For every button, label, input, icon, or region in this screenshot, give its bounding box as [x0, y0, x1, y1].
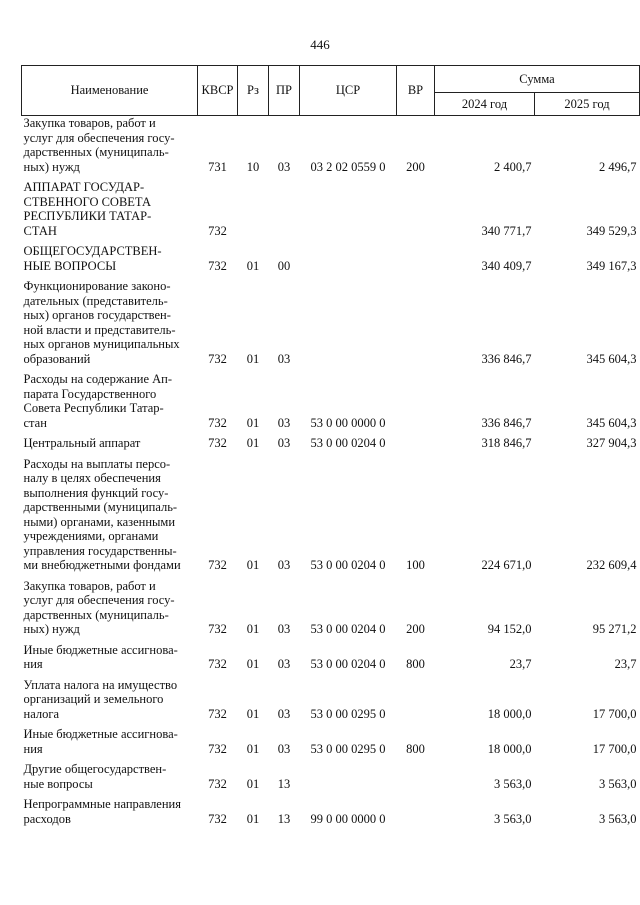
- row-sum-2025: 349 529,3: [586, 223, 637, 238]
- row-sum-2025: 3 563,0: [599, 776, 637, 791]
- row-sum-2025: 345 604,3: [586, 415, 637, 430]
- row-name: [22, 797, 198, 832]
- table-row: [22, 797, 640, 832]
- row-name-line: ных органов муниципальных: [23, 337, 180, 351]
- row-vr: [397, 244, 435, 279]
- row-sum-2024: 2 400,7: [494, 159, 532, 174]
- row-name-line: ОБЩЕГОСУДАРСТВЕН-: [23, 244, 162, 258]
- row-kvsr: 732: [208, 415, 227, 430]
- row-name-line: ные вопросы: [23, 776, 93, 791]
- row-kvsr: 732: [208, 558, 227, 572]
- row-kvsr: 732: [208, 706, 227, 721]
- row-name-line: СТАН: [23, 223, 57, 238]
- row-rz: 01: [246, 558, 260, 572]
- row-pr: 13: [277, 776, 291, 791]
- header-vr: ВР: [397, 66, 435, 116]
- row-rz: 01: [246, 776, 260, 791]
- header-rz: Рз: [238, 66, 269, 116]
- table-body: [22, 116, 640, 833]
- row-sum-2025: 17 700,0: [592, 706, 637, 721]
- row-name-line: Уплата налога на имущество: [23, 677, 178, 692]
- row-rz: 01: [246, 415, 260, 430]
- row-name-line: ных) органов государствен-: [23, 308, 171, 322]
- row-sum-2024: 3 563,0: [494, 811, 532, 826]
- row-name-line: Иные бюджетные ассигнова-: [23, 727, 178, 741]
- row-kvsr: 732: [208, 351, 227, 366]
- row-vr: [397, 372, 435, 436]
- row-sum-2025: 17 700,0: [592, 741, 637, 756]
- row-rz: 01: [246, 351, 260, 366]
- row-rz: [238, 180, 269, 244]
- row-rz: 01: [246, 436, 260, 450]
- row-kvsr: 732: [208, 436, 227, 450]
- table-row: [22, 579, 640, 643]
- row-vr: 800: [406, 657, 425, 671]
- row-sum-2024: 340 409,7: [481, 258, 532, 273]
- row-name-line: услуг для обеспечения госу-: [23, 593, 175, 607]
- row-name-line: Закупка товаров, работ и: [23, 578, 156, 593]
- row-vr: 800: [406, 741, 425, 756]
- row-csr: [300, 279, 397, 372]
- row-name-line: АППАРАТ ГОСУДАР-: [23, 180, 145, 194]
- row-sum-2024: 336 846,7: [481, 351, 532, 366]
- row-rz: 01: [246, 258, 260, 273]
- row-name-line: РЕСПУБЛИКИ ТАТАР-: [23, 209, 152, 223]
- row-sum-2025: 345 604,3: [586, 351, 637, 366]
- row-name-line: организаций и земельного: [23, 692, 164, 706]
- row-name-line: дарственными (муниципаль-: [23, 500, 178, 514]
- row-kvsr: 732: [208, 657, 227, 671]
- header-year-2024: 2024 год: [435, 93, 535, 116]
- row-sum-2024: 18 000,0: [487, 741, 532, 756]
- row-name-line: образований: [23, 351, 91, 366]
- row-name: [22, 372, 198, 436]
- row-name: [22, 279, 198, 372]
- row-name-line: ных) нужд: [23, 622, 80, 636]
- header-pr: ПР: [269, 66, 300, 116]
- row-kvsr: 732: [208, 741, 227, 756]
- row-sum-2025: 349 167,3: [586, 258, 637, 273]
- row-kvsr: 732: [208, 811, 227, 826]
- row-rz: 01: [246, 657, 260, 671]
- table-row: [22, 279, 640, 372]
- row-name: [22, 244, 198, 279]
- row-name-line: СТВЕННОГО СОВЕТА: [23, 194, 151, 209]
- row-sum-2025: 95 271,2: [592, 622, 637, 636]
- row-rz: 10: [246, 159, 260, 174]
- row-csr: 53 0 00 0000 0: [310, 415, 386, 430]
- row-name-line: Центральный аппарат: [23, 436, 141, 450]
- row-name-line: Непрограммные направления: [23, 797, 181, 811]
- table-row: [22, 457, 640, 579]
- row-kvsr: 732: [208, 622, 227, 636]
- row-name-line: выполнения функций госу-: [23, 485, 169, 500]
- row-vr: [397, 678, 435, 728]
- row-sum-2025: 327 904,3: [586, 436, 637, 450]
- row-name-line: Расходы на выплаты персо-: [23, 456, 171, 471]
- row-pr: 03: [277, 415, 291, 430]
- row-pr: 03: [277, 657, 291, 671]
- row-csr: 53 0 00 0204 0: [310, 657, 386, 671]
- row-name: [22, 579, 198, 643]
- row-name-line: стан: [23, 415, 47, 430]
- table-row: [22, 244, 640, 279]
- table-header: [22, 66, 640, 116]
- row-kvsr: 731: [208, 159, 227, 174]
- row-name-line: дательных (представитель-: [23, 293, 168, 308]
- row-name-line: Иные бюджетные ассигнова-: [23, 642, 178, 657]
- table-row: [22, 643, 640, 678]
- row-name-line: Совета Республики Татар-: [23, 401, 164, 415]
- row-sum-2025: 3 563,0: [599, 811, 637, 826]
- row-csr: 03 2 02 0559 0: [310, 159, 386, 174]
- page-number: 446: [310, 37, 330, 52]
- table-row: [22, 372, 640, 436]
- row-pr: 00: [277, 258, 291, 273]
- row-name-line: дарственных (муниципаль-: [23, 145, 169, 159]
- row-csr: 53 0 00 0295 0: [310, 741, 386, 756]
- row-sum-2024: 224 671,0: [481, 558, 532, 572]
- table-row: [22, 436, 640, 457]
- row-sum-2024: 3 563,0: [494, 776, 532, 791]
- row-name-line: НЫЕ ВОПРОСЫ: [23, 258, 117, 273]
- row-kvsr: 732: [208, 258, 227, 273]
- row-vr: [397, 436, 435, 457]
- row-name: [22, 762, 198, 797]
- row-name-line: Расходы на содержание Ап-: [23, 372, 173, 386]
- row-csr: 53 0 00 0204 0: [310, 558, 386, 572]
- row-csr: 53 0 00 0204 0: [310, 622, 386, 636]
- row-csr: 99 0 00 0000 0: [310, 811, 386, 826]
- table-row: [22, 727, 640, 762]
- row-name-line: ными) органами, казенными: [23, 514, 176, 529]
- row-name: [22, 457, 198, 579]
- table-row: [22, 116, 640, 181]
- row-csr: [300, 180, 397, 244]
- row-name-line: ми внебюджетными фондами: [23, 558, 181, 572]
- row-pr: 03: [277, 622, 291, 636]
- row-sum-2024: 18 000,0: [487, 706, 532, 721]
- row-pr: 03: [277, 706, 291, 721]
- row-pr: [269, 180, 300, 244]
- row-vr: [397, 762, 435, 797]
- row-kvsr: 732: [208, 776, 227, 791]
- row-pr: 03: [277, 741, 291, 756]
- row-name: [22, 180, 198, 244]
- table-row: [22, 762, 640, 797]
- header-name: Наименование: [22, 66, 198, 116]
- row-pr: 03: [277, 558, 291, 572]
- table-row: [22, 678, 640, 728]
- row-name-line: парата Государственного: [23, 386, 157, 401]
- row-sum-2024: 318 846,7: [481, 436, 532, 450]
- row-vr: 200: [406, 159, 425, 174]
- row-vr: [397, 279, 435, 372]
- budget-table: [21, 65, 640, 832]
- row-rz: 01: [246, 741, 260, 756]
- row-name-line: учреждениями, органами: [23, 529, 159, 543]
- row-kvsr: 732: [208, 223, 227, 238]
- row-csr: 53 0 00 0295 0: [310, 706, 386, 721]
- row-vr: 200: [406, 622, 425, 636]
- row-sum-2024: 94 152,0: [487, 622, 532, 636]
- row-name: [22, 643, 198, 678]
- row-name-line: дарственных (муниципаль-: [23, 607, 169, 622]
- row-name-line: Другие общегосударствен-: [23, 762, 167, 776]
- header-sum: Сумма: [435, 66, 640, 93]
- row-name-line: Функционирование законо-: [23, 279, 171, 293]
- row-name: [22, 116, 198, 181]
- row-sum-2024: 23,7: [509, 657, 532, 671]
- row-name-line: ния: [23, 741, 43, 756]
- row-name-line: ния: [23, 657, 43, 671]
- row-sum-2025: 232 609,4: [586, 558, 637, 572]
- row-pr: 03: [277, 351, 291, 366]
- row-name-line: услуг для обеспечения госу-: [23, 130, 175, 145]
- row-sum-2024: 336 846,7: [481, 415, 532, 430]
- row-sum-2025: 2 496,7: [599, 159, 637, 174]
- row-rz: 01: [246, 811, 260, 826]
- row-vr: [397, 797, 435, 832]
- row-rz: 01: [246, 622, 260, 636]
- row-name-line: Закупка товаров, работ и: [23, 116, 156, 130]
- row-name-line: налога: [23, 706, 60, 721]
- row-name: [22, 727, 198, 762]
- header-kvsr: КВСР: [198, 66, 238, 116]
- row-pr: 03: [277, 436, 291, 450]
- row-name-line: расходов: [23, 811, 71, 826]
- row-name-line: ной власти и представитель-: [23, 322, 176, 337]
- row-vr: 100: [406, 558, 425, 572]
- row-name-line: налу в целях обеспечения: [23, 471, 161, 485]
- row-csr: 53 0 00 0204 0: [310, 436, 386, 450]
- row-pr: 13: [277, 811, 291, 826]
- row-vr: [397, 180, 435, 244]
- header-year-2025: 2025 год: [535, 93, 640, 116]
- row-name-line: управления государственны-: [23, 543, 177, 558]
- row-name-line: ных) нужд: [23, 159, 80, 174]
- row-sum-2024: 340 771,7: [481, 223, 532, 238]
- row-name: [22, 678, 198, 728]
- row-sum-2025: 23,7: [614, 657, 637, 671]
- row-csr: [300, 762, 397, 797]
- header-csr: ЦСР: [300, 66, 397, 116]
- row-rz: 01: [246, 706, 260, 721]
- table-row: [22, 180, 640, 244]
- row-name: [22, 436, 198, 457]
- row-csr: [300, 244, 397, 279]
- row-pr: 03: [277, 159, 291, 174]
